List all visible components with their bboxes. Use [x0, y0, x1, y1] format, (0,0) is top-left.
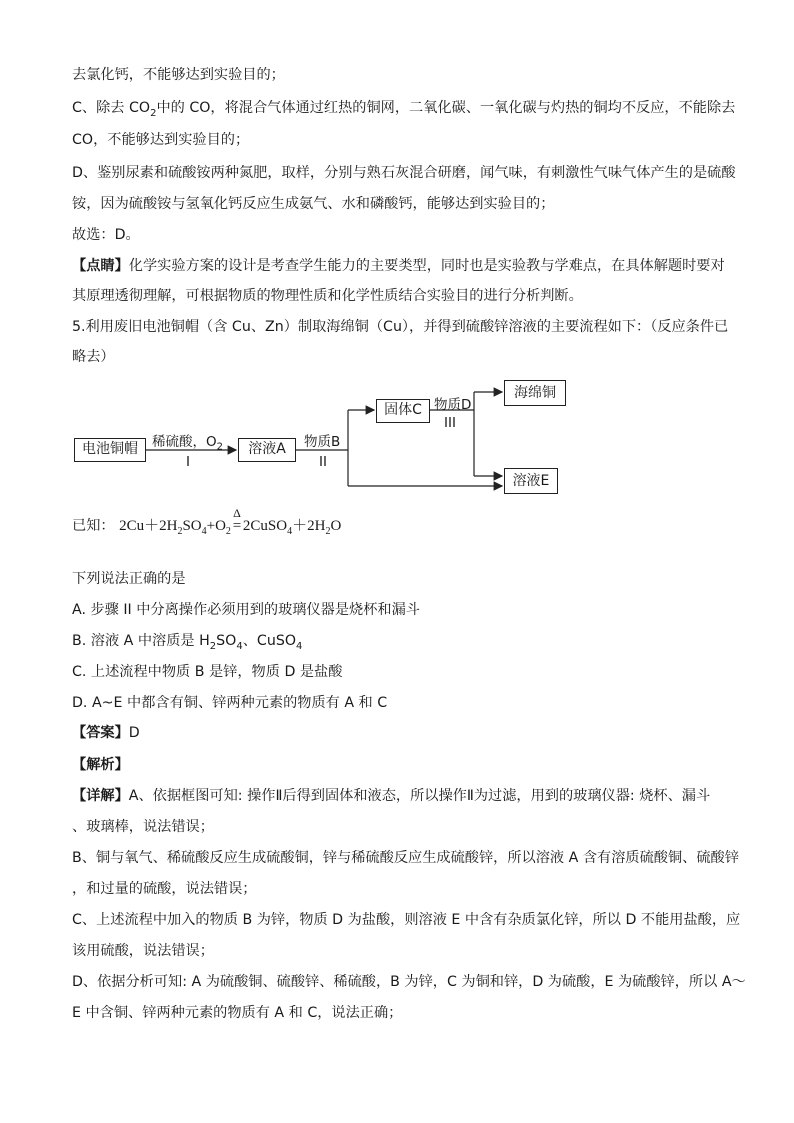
text: 化学实验方案的设计是考查学生能力的主要类型，同时也是实验教与学难点，在具体解题时要对 — [128, 258, 725, 274]
section-tag: 【点睛】 — [72, 258, 129, 274]
process-flowchart — [72, 370, 572, 500]
option-c: C. 上述流程中物质 B 是锌，物质 D 是盐酸 — [72, 664, 343, 680]
explanation-line: 、玻璃棒，说法错误； — [72, 819, 214, 835]
answer-value: D — [128, 725, 140, 741]
text-line — [72, 226, 732, 244]
text-line — [72, 257, 732, 275]
known-label: 已知： — [72, 518, 115, 534]
text-line — [72, 164, 736, 182]
step3-number: III — [444, 415, 456, 431]
known-equation — [72, 506, 342, 537]
question-text: 略去） — [72, 349, 115, 365]
explanation-line: D、依据分析可知: A 为硫酸铜、硫酸锌、稀硫酸，B 为锌，C 为铜和锌，D 为硫酸，E 为硫酸锌，所以 A～ — [72, 974, 746, 990]
step1-number: I — [186, 454, 190, 470]
text: 中的 CO，将混合气体通过红热的铜网，二氧化碳、一氧化碳与灼热的铜均不反应，不能除去 — [156, 100, 736, 116]
answer-line — [72, 724, 732, 742]
question-line — [72, 348, 732, 366]
step2-number: II — [319, 454, 327, 470]
analysis-tag: 【解析】 — [72, 757, 129, 773]
step2-label: 物质B — [304, 434, 341, 450]
explanation-line: B、铜与氧气、稀硫酸反应生成硫酸铜，锌与稀硫酸反应生成硫酸锌，所以溶液 A 含有溶质硫酸铜、硫酸锌 — [72, 850, 739, 866]
option-a: A. 步骤 II 中分离操作必须用到的玻璃仪器是烧杯和漏斗 — [72, 602, 420, 618]
chemical-equation: $2Cu+2H_2SO_4+O_2$ Δ = $2CuSO_4+2H_2O$ — [119, 518, 341, 534]
text: 其原理透彻理解，可根据物质的物理性质和化学性质结合实验目的进行分析判断。 — [72, 288, 583, 304]
box-solid-c: 固体C — [376, 399, 430, 423]
question-line — [72, 318, 732, 336]
explanation-line: ，和过量的硫酸，说法错误； — [72, 881, 257, 897]
option-b: B. 溶液 A 中溶质是 $H_2SO_4$、CuSO$_4$ — [72, 633, 303, 652]
explanation-line: E 中含铜、锌两种元素的物质有 A 和 C，说法正确； — [72, 1005, 403, 1021]
step1-label: 稀硫酸，$O_2$ — [152, 434, 224, 453]
text-line — [72, 195, 732, 213]
box-battery-cap: 电池铜帽 — [74, 438, 146, 462]
text: 故选：D。 — [72, 227, 140, 243]
subscript: 2 — [150, 107, 157, 119]
step3-label: 物质D — [434, 397, 472, 413]
text-line — [72, 287, 732, 305]
box-sponge-copper: 海绵铜 — [504, 380, 566, 406]
text-line — [72, 66, 732, 84]
analysis-line — [72, 756, 732, 774]
text: D、鉴别尿素和硫酸铵两种氮肥，取样，分别与熟石灰混合研磨，闻气味，有刺激性气味气体产生的是硫酸 — [72, 165, 736, 181]
box-solution-e: 溶液E — [504, 468, 558, 494]
box-solution-a: 溶液A — [238, 438, 296, 462]
question-stem: 下列说法正确的是 — [72, 571, 186, 587]
answer-tag: 【答案】 — [72, 725, 129, 741]
text: 去氯化钙，不能够达到实验目的； — [72, 67, 285, 83]
explanation-line: 该用硫酸，说法错误； — [72, 943, 214, 959]
explanation-line: C、上述流程中加入的物质 B 为锌，物质 D 为盐酸，则溶液 E 中含有杂质氯化锌，所以 D 不能用盐酸，应 — [72, 912, 741, 928]
text: C、除去 CO — [72, 100, 151, 116]
text: CO，不能够达到实验目的； — [72, 132, 250, 148]
text: 铵，因为硫酸铵与氢氧化钙反应生成氨气、水和磷酸钙，能够达到实验目的； — [72, 196, 555, 212]
detail-tag: 【详解】 — [72, 788, 129, 804]
explanation-line: 【详解】A、依据框图可知: 操作Ⅱ后得到固体和液态，所以操作Ⅱ为过滤，用到的玻璃仪器: 烧杯、漏斗 — [72, 788, 711, 804]
option-d: D. A~E 中都含有铜、锌两种元素的物质有 A 和 C — [72, 695, 388, 711]
heat-symbol: Δ — [233, 506, 241, 520]
question-text: 5.利用废旧电池铜帽（含 Cu、Zn）制取海绵铜（Cu），并得到硫酸锌溶液的主要流程如下：（反应条件已 — [72, 319, 729, 335]
text-line — [72, 131, 732, 149]
text-line — [72, 99, 736, 119]
